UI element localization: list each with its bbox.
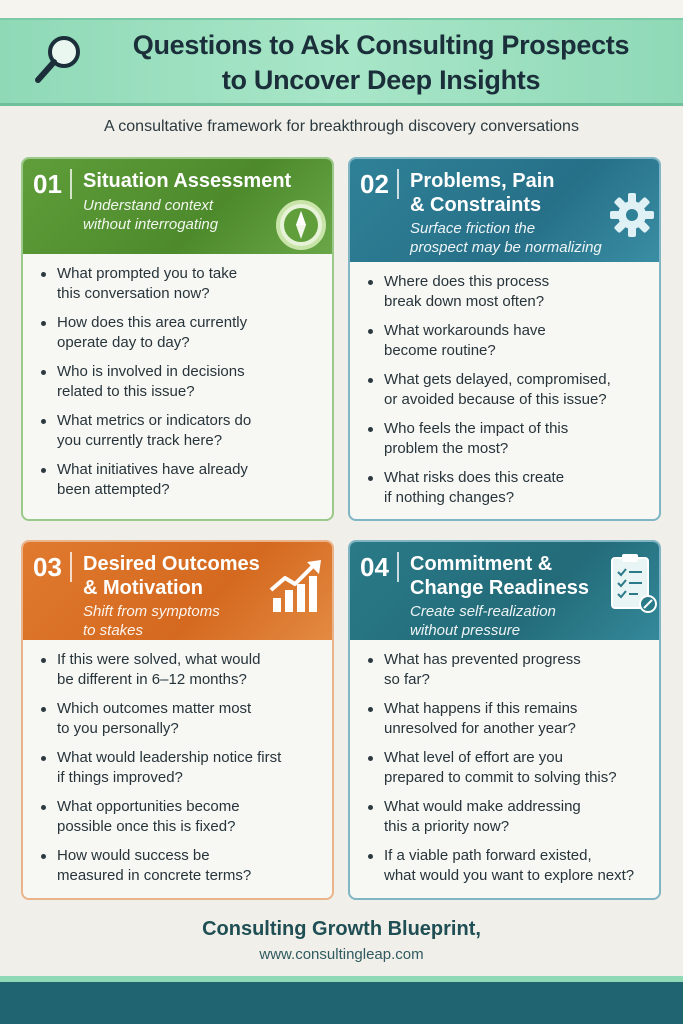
top-strip	[0, 0, 683, 18]
card-header	[350, 542, 659, 640]
header-banner	[0, 18, 683, 106]
magnifier-icon	[30, 30, 88, 88]
card-title-line-1: Situation Assessment	[83, 170, 292, 192]
card-header	[350, 159, 659, 262]
card-title	[83, 169, 291, 193]
card-subtitle-line-2: prospect may be normalizing	[410, 239, 602, 256]
card-situation-assessment	[21, 157, 334, 521]
compass-icon	[275, 199, 327, 251]
gear-icon	[608, 191, 656, 239]
card-subtitle	[83, 196, 218, 234]
page-subtitle: A consultative framework for breakthrough discovery conversations	[104, 118, 579, 135]
list-item: Who is involved in decisions related to this issue?	[37, 362, 318, 402]
card-header	[23, 542, 332, 640]
card-number: 01	[33, 169, 72, 199]
question-list	[23, 640, 332, 886]
footer-title: Consulting Growth Blueprint,	[202, 918, 481, 940]
list-item: What initiatives have already been attempted?	[37, 460, 318, 500]
page-title	[96, 28, 666, 98]
list-item: What workarounds have become routine?	[364, 321, 645, 361]
checklist-icon	[608, 552, 658, 614]
card-title	[410, 169, 555, 217]
title-line-2: to Uncover Deep Insights	[221, 65, 541, 95]
card-subtitle-line-2: to stakes	[83, 622, 144, 639]
card-subtitle	[410, 219, 602, 257]
question-list	[350, 262, 659, 508]
card-title-line-1: Desired Outcomes	[83, 553, 260, 575]
card-subtitle-line-1: Surface friction the	[410, 220, 536, 237]
card-title	[83, 552, 260, 600]
list-item: Where does this process break down most often?	[364, 272, 645, 312]
card-number: 04	[360, 552, 399, 582]
list-item: How does this area currently operate day to day?	[37, 313, 318, 353]
question-list	[23, 254, 332, 500]
title-line-1: Questions to Ask Consulting Prospects	[132, 30, 630, 60]
list-item: Who feels the impact of this problem the most?	[364, 419, 645, 459]
footer-url[interactable]: www.consultingleap.com	[259, 946, 424, 963]
card-subtitle	[410, 602, 556, 640]
card-title-line-2: Change Readiness	[410, 577, 589, 599]
card-number: 02	[360, 169, 399, 199]
card-subtitle-line-1: Create self-realization	[410, 603, 556, 620]
list-item: What gets delayed, compromised, or avoided because of this issue?	[364, 370, 645, 410]
list-item: What happens if this remains unresolved for another year?	[364, 699, 645, 739]
list-item: What has prevented progress so far?	[364, 650, 645, 690]
list-item: How would success be measured in concrete terms?	[37, 846, 318, 886]
card-header	[23, 159, 332, 254]
list-item: If a viable path forward existed, what would you want to explore next?	[364, 846, 645, 886]
list-item: If this were solved, what would be different in 6–12 months?	[37, 650, 318, 690]
list-item: What risks does this create if nothing changes?	[364, 468, 645, 508]
bottom-band	[0, 982, 683, 1024]
card-subtitle	[83, 602, 220, 640]
growth-chart-icon	[267, 558, 325, 616]
question-list	[350, 640, 659, 886]
card-problems-pain-constraints	[348, 157, 661, 521]
card-title-line-1: Commitment &	[410, 553, 553, 575]
card-subtitle-line-2: without pressure	[410, 622, 521, 639]
card-title	[410, 552, 589, 600]
list-item: What prompted you to take this conversation now?	[37, 264, 318, 304]
card-subtitle-line-2: without interrogating	[83, 216, 219, 233]
card-subtitle-line-1: Shift from symptoms	[83, 603, 220, 620]
list-item: What would leadership notice first if things improved?	[37, 748, 318, 788]
card-number: 03	[33, 552, 72, 582]
card-subtitle-line-1: Understand context	[83, 197, 214, 214]
card-desired-outcomes	[21, 540, 334, 900]
list-item: What metrics or indicators do you currently track here?	[37, 411, 318, 451]
card-title-line-2: & Motivation	[83, 577, 203, 599]
list-item: What level of effort are you prepared to commit to solving this?	[364, 748, 645, 788]
card-title-line-1: Problems, Pain	[410, 170, 555, 192]
card-commitment-readiness	[348, 540, 661, 900]
list-item: Which outcomes matter most to you personally?	[37, 699, 318, 739]
list-item: What would make addressing this a priority now?	[364, 797, 645, 837]
list-item: What opportunities become possible once this is fixed?	[37, 797, 318, 837]
card-title-line-2: & Constraints	[410, 194, 542, 216]
